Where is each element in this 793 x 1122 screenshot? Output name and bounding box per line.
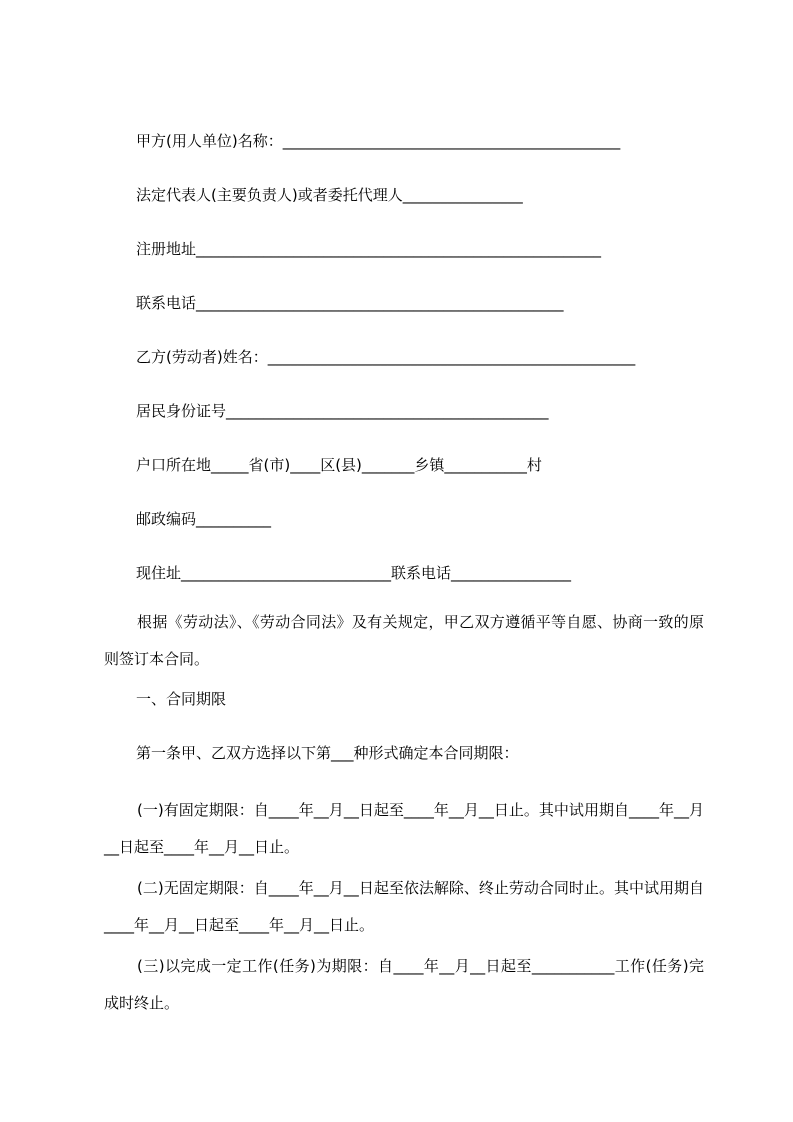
registered-address-field: 注册地址______________________________________________________	[136, 240, 602, 258]
legal-representative-field: 法定代表人(主要负责人)或者委托代理人________________	[136, 186, 523, 204]
party-a-phone-field: 联系电话_________________________________________________	[136, 294, 564, 312]
party-a-name-field: 甲方(用人单位)名称：_____________________________________________	[136, 132, 621, 150]
term-option-fixed: (一)有固定期限：自____年__月__日起至____年__月__日止。其中试用期自____年__月__日起至____年__月__日止。	[104, 801, 704, 856]
section-1-title: 一、合同期限	[136, 690, 227, 708]
id-number-field: 居民身份证号___________________________________________	[136, 402, 549, 420]
current-address-field: 现住址____________________________联系电话________________	[136, 564, 572, 582]
intro-paragraph: 根据《劳动法》、《劳动合同法》及有关规定，甲乙双方遵循平等自愿、协商一致的原则签订本合同。	[104, 613, 704, 668]
article-1: 第一条甲、乙双方选择以下第___种形式确定本合同期限：	[136, 744, 519, 762]
term-option-open-ended: (二)无固定期限：自____年__月__日起至依法解除、终止劳动合同时止。其中试用期自____年__月__日起至____年__月__日止。	[104, 879, 704, 934]
party-b-name-field: 乙方(劳动者)姓名：_________________________________________________	[136, 348, 636, 366]
household-registration-field: 户口所在地_____省(市)____区(县)_______乡镇___________村	[136, 456, 542, 474]
term-option-task-based: (三)以完成一定工作(任务)为期限：自____年__月__日起至___________工作(任务)完成时终止。	[104, 957, 704, 1012]
postal-code-field: 邮政编码__________	[136, 510, 272, 528]
